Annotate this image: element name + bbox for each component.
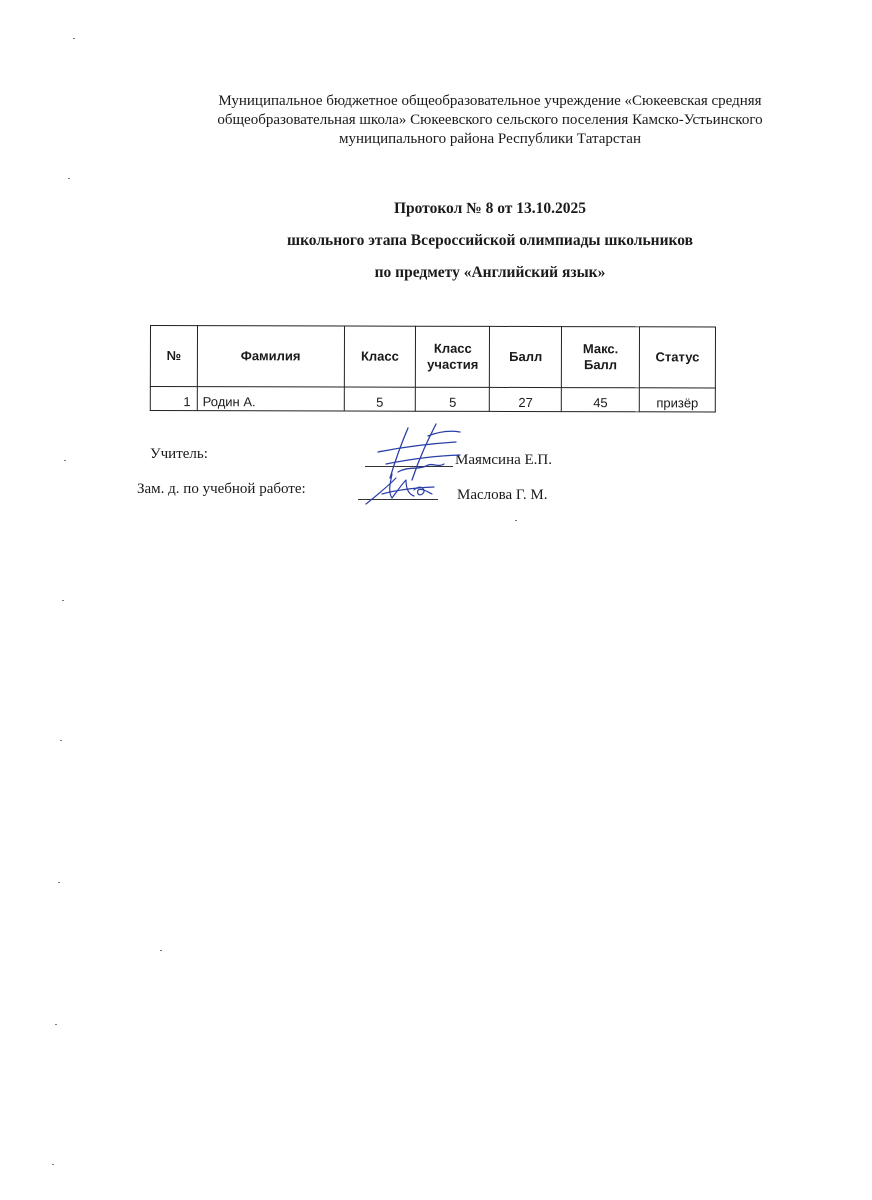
protocol-subtitle: школьного этапа Всероссийской олимпиады школьников <box>287 232 693 249</box>
header-participation-grade <box>416 326 490 387</box>
org-line-2: общеобразовательная школа» Сюкеевского сельского поселения Камско-Устьинского <box>217 112 763 128</box>
header-status: Статус <box>639 327 715 388</box>
cell-grade: 5 <box>344 387 416 411</box>
scan-speck <box>160 950 162 951</box>
deputy-name: Маслова Г. М. <box>457 487 548 503</box>
protocol-title: Протокол № 8 от 13.10.2025 <box>393 200 587 217</box>
scan-speck <box>52 1164 54 1165</box>
cell-surname: Родин А. <box>197 387 344 411</box>
protocol-subject: по предмету «Английский язык» <box>374 264 606 281</box>
cell-status: призёр <box>639 388 715 412</box>
cell-num: 1 <box>150 387 197 411</box>
teacher-name: Маямсина Е.П. <box>455 452 553 468</box>
header-num: № <box>150 326 197 387</box>
teacher-label: Учитель: <box>150 446 208 462</box>
deputy-signature-icon <box>362 466 452 508</box>
org-line-1: Муниципальное бюджетное общеобразовательное учреждение «Сюкеевская средняя <box>218 93 762 109</box>
scan-speck <box>73 38 75 39</box>
cell-participation-grade: 5 <box>416 387 490 411</box>
results-table <box>150 325 716 412</box>
header-surname: Фамилия <box>197 326 344 387</box>
header-max-score-line-1: Макс. <box>582 341 619 357</box>
scan-speck <box>60 740 62 741</box>
scan-speck <box>55 1024 57 1025</box>
header-max-score-line-2: Балл <box>583 357 618 373</box>
scan-speck <box>62 600 64 601</box>
protocol-title-block <box>190 200 790 282</box>
header-score: Балл <box>490 326 562 387</box>
header-participation-grade-line-2: участия <box>427 356 479 372</box>
deputy-label: Зам. д. по учебной работе: <box>137 481 306 497</box>
scan-speck <box>58 882 60 883</box>
header-participation-grade-line-1: Класс <box>433 340 472 356</box>
header-grade: Класс <box>344 326 416 387</box>
org-line-3: муниципального района Республики Татарстан <box>339 131 641 147</box>
scan-speck <box>515 520 517 521</box>
header-max-score <box>562 327 640 388</box>
organization-header <box>180 92 800 149</box>
table-header-row <box>150 326 715 388</box>
table-row <box>150 387 715 412</box>
scan-speck <box>64 460 66 461</box>
cell-score: 27 <box>490 387 562 411</box>
cell-max-score: 45 <box>561 388 639 412</box>
scan-speck <box>68 178 70 179</box>
